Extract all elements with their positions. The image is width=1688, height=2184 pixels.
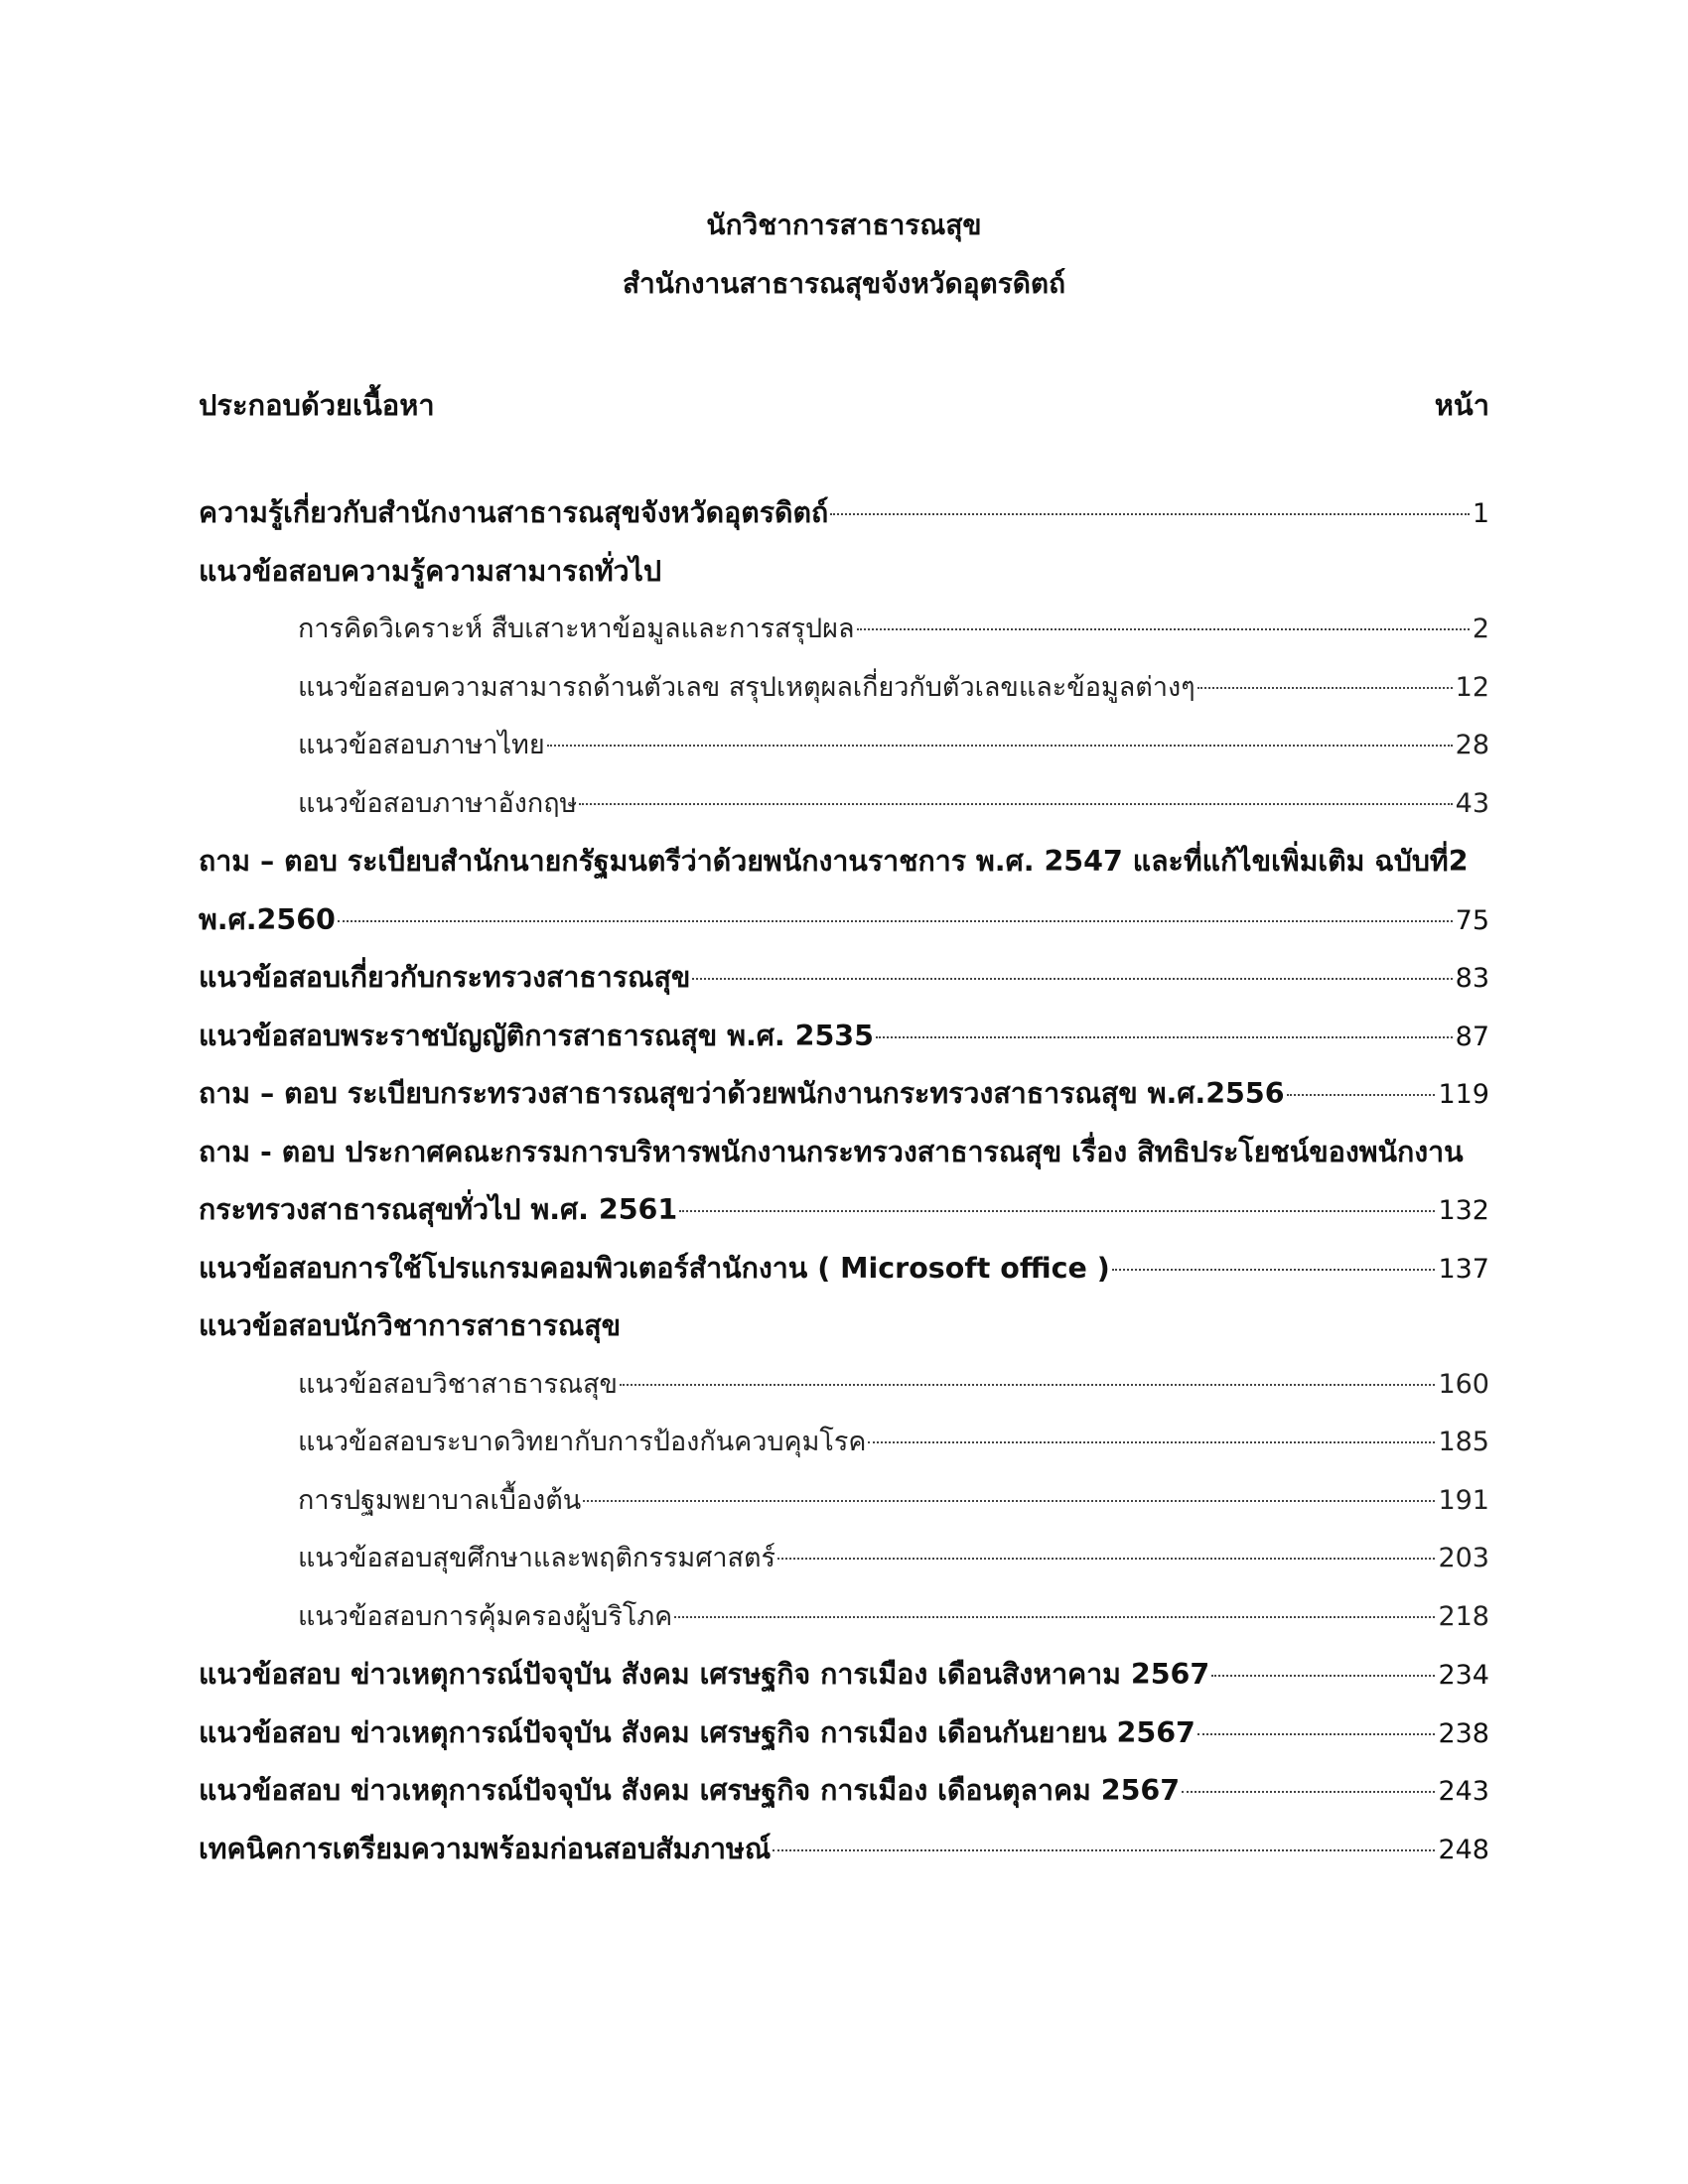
toc-entry — [199, 601, 1489, 659]
toc-entry-page: 160 — [1438, 1368, 1489, 1400]
dot-leader — [583, 1500, 1435, 1502]
toc-entry-title: ถาม – ตอบ ระเบียบกระทรวงสาธารณสุขว่าด้วยพนักงานกระทรวงสาธารณสุข พ.ศ.2556 — [199, 1077, 1285, 1110]
dot-leader — [830, 513, 1470, 515]
toc-entry-page: 191 — [1438, 1484, 1489, 1516]
toc-entry — [199, 1705, 1489, 1763]
dot-leader — [1112, 1269, 1436, 1271]
toc-entry-page: 218 — [1438, 1600, 1489, 1632]
toc-entry-title: แนวข้อสอบภาษาไทย — [298, 730, 545, 760]
toc-entry-title: แนวข้อสอบ ข่าวเหตุการณ์ปัจจุบัน สังคม เศรษฐกิจ การเมือง เดือนสิงหาคาม 2567 — [199, 1658, 1210, 1691]
toc-entry-title: แนวข้อสอบการใช้โปรแกรมคอมพิวเตอร์สำนักงาน ( Microsoft office ) — [199, 1251, 1110, 1285]
toc-entry — [199, 659, 1489, 718]
toc-entry-page: 75 — [1455, 904, 1489, 936]
dot-leader — [547, 745, 1453, 747]
dot-leader — [876, 1036, 1453, 1038]
toc-entry-title: แนวข้อสอบระบาดวิทยากับการป้องกันควบคุมโรค — [298, 1427, 867, 1457]
toc-entry-title: แนวข้อสอบสุขศึกษาและพฤติกรรมศาสตร์ — [298, 1543, 776, 1573]
toc-entry — [199, 1530, 1489, 1588]
toc-entry — [199, 1181, 1489, 1240]
toc-entry-title: ความรู้เกี่ยวกับสำนักงานสาธารณสุขจังหวัดอุตรดิตถ์ — [199, 496, 829, 529]
toc-entry — [199, 1240, 1489, 1298]
dot-leader — [1287, 1094, 1436, 1096]
toc-entry-title: การคิดวิเคราะห์ สืบเสาะหาข้อมูลและการสรุปผล — [298, 614, 855, 644]
toc-entry — [199, 1414, 1489, 1472]
toc-entry-title: แนวข้อสอบการคุ้มครองผู้บริโภค — [298, 1600, 673, 1632]
toc-entry-page: 238 — [1438, 1717, 1489, 1749]
toc-entry — [199, 891, 1489, 950]
toc-entry — [199, 1588, 1489, 1647]
dot-leader — [773, 1849, 1435, 1851]
toc-entry-title: แนวข้อสอบวิชาสาธารณสุข — [298, 1368, 618, 1400]
toc-entry — [199, 775, 1489, 834]
dot-leader — [777, 1558, 1435, 1560]
document-subtitle: สำนักงานสาธารณสุขจังหวัดอุตรดิตถ์ — [622, 267, 1066, 300]
toc-entry-page: 234 — [1438, 1660, 1489, 1691]
dot-leader — [1211, 1675, 1435, 1677]
toc-entry — [199, 1821, 1489, 1879]
contents-heading: ประกอบด้วยเนื้อหา — [199, 388, 435, 422]
toc-entry-page: 137 — [1438, 1253, 1489, 1285]
page-column-heading: หน้า — [1434, 388, 1489, 422]
table-of-contents — [199, 484, 1489, 1878]
toc-entry-title: แนวข้อสอบ ข่าวเหตุการณ์ปัจจุบัน สังคม เศรษฐกิจ การเมือง เดือนกันยายน 2567 — [199, 1715, 1196, 1749]
toc-entry-title: ถาม – ตอบ ระเบียบสำนักนายกรัฐมนตรีว่าด้วยพนักงานราชการ พ.ศ. 2547 และที่แก้ไขเพิ่มเติม ฉบับที่2 — [199, 845, 1469, 878]
toc-entry — [199, 1762, 1489, 1821]
toc-entry — [199, 543, 1489, 602]
toc-entry-page: 248 — [1438, 1834, 1489, 1865]
toc-entry — [199, 1008, 1489, 1066]
dot-leader — [338, 920, 1453, 922]
toc-entry-page: 2 — [1472, 614, 1489, 644]
toc-entry — [199, 1356, 1489, 1415]
dot-leader — [692, 978, 1452, 980]
toc-entry-title: แนวข้อสอบความสามารถด้านตัวเลข สรุปเหตุผลเกี่ยวกับตัวเลขและข้อมูลต่างๆ — [298, 671, 1196, 703]
dot-leader — [1197, 1733, 1436, 1735]
toc-entry-title: กระทรวงสาธารณสุขทั่วไป พ.ศ. 2561 — [199, 1193, 678, 1226]
toc-entry-page: 83 — [1455, 963, 1489, 994]
toc-entry — [199, 1124, 1489, 1182]
toc-entry-title: แนวข้อสอบนักวิชาการสาธารณสุข — [199, 1309, 622, 1342]
toc-entry-page: 1 — [1472, 498, 1489, 529]
toc-entry-title: ถาม - ตอบ ประกาศคณะกรรมการบริหารพนักงานกระทรวงสาธารณสุข เรื่อง สิทธิประโยชน์ของพนักงาน — [199, 1135, 1464, 1168]
dot-leader — [1182, 1791, 1435, 1793]
toc-entry-title: แนวข้อสอบความรู้ความสามารถทั่วไป — [199, 554, 662, 588]
toc-entry — [199, 1646, 1489, 1705]
toc-entry-title: แนวข้อสอบเกี่ยวกับกระทรวงสาธารณสุข — [199, 961, 691, 994]
toc-entry-title: พ.ศ.2560 — [199, 902, 336, 936]
dot-leader — [579, 803, 1452, 805]
toc-entry-page: 185 — [1438, 1427, 1489, 1457]
toc-entry-page: 132 — [1438, 1195, 1489, 1226]
toc-entry — [199, 717, 1489, 775]
toc-entry-title: เทคนิคการเตรียมความพร้อมก่อนสอบสัมภาษณ์ — [199, 1832, 772, 1865]
toc-entry-title: แนวข้อสอบพระราชบัญญัติการสาธารณสุข พ.ศ. 2535 — [199, 1019, 874, 1052]
toc-entry-page: 87 — [1455, 1021, 1489, 1052]
toc-entry-page: 243 — [1438, 1776, 1489, 1807]
toc-entry — [199, 484, 1489, 543]
dot-leader — [674, 1616, 1435, 1618]
dot-leader — [868, 1441, 1435, 1443]
toc-entry-title: การปฐมพยาบาลเบื้องต้น — [298, 1484, 582, 1516]
toc-entry-page: 43 — [1455, 787, 1489, 819]
dot-leader — [857, 628, 1470, 630]
toc-entry-page: 12 — [1455, 671, 1489, 703]
document-title: นักวิชาการสาธารณสุข — [706, 208, 982, 241]
toc-entry-page: 28 — [1455, 730, 1489, 760]
dot-leader — [1197, 687, 1453, 689]
toc-entry — [199, 1297, 1489, 1356]
toc-entry-title: แนวข้อสอบภาษาอังกฤษ — [298, 787, 578, 819]
dot-leader — [620, 1384, 1436, 1386]
toc-entry-title: แนวข้อสอบ ข่าวเหตุการณ์ปัจจุบัน สังคม เศรษฐกิจ การเมือง เดือนตุลาคม 2567 — [199, 1774, 1181, 1807]
toc-entry-page: 203 — [1438, 1543, 1489, 1573]
toc-entry — [199, 1472, 1489, 1531]
toc-entry — [199, 1065, 1489, 1124]
toc-entry — [199, 833, 1489, 891]
toc-entry — [199, 949, 1489, 1008]
dot-leader — [679, 1210, 1435, 1212]
toc-entry-page: 119 — [1438, 1079, 1489, 1110]
